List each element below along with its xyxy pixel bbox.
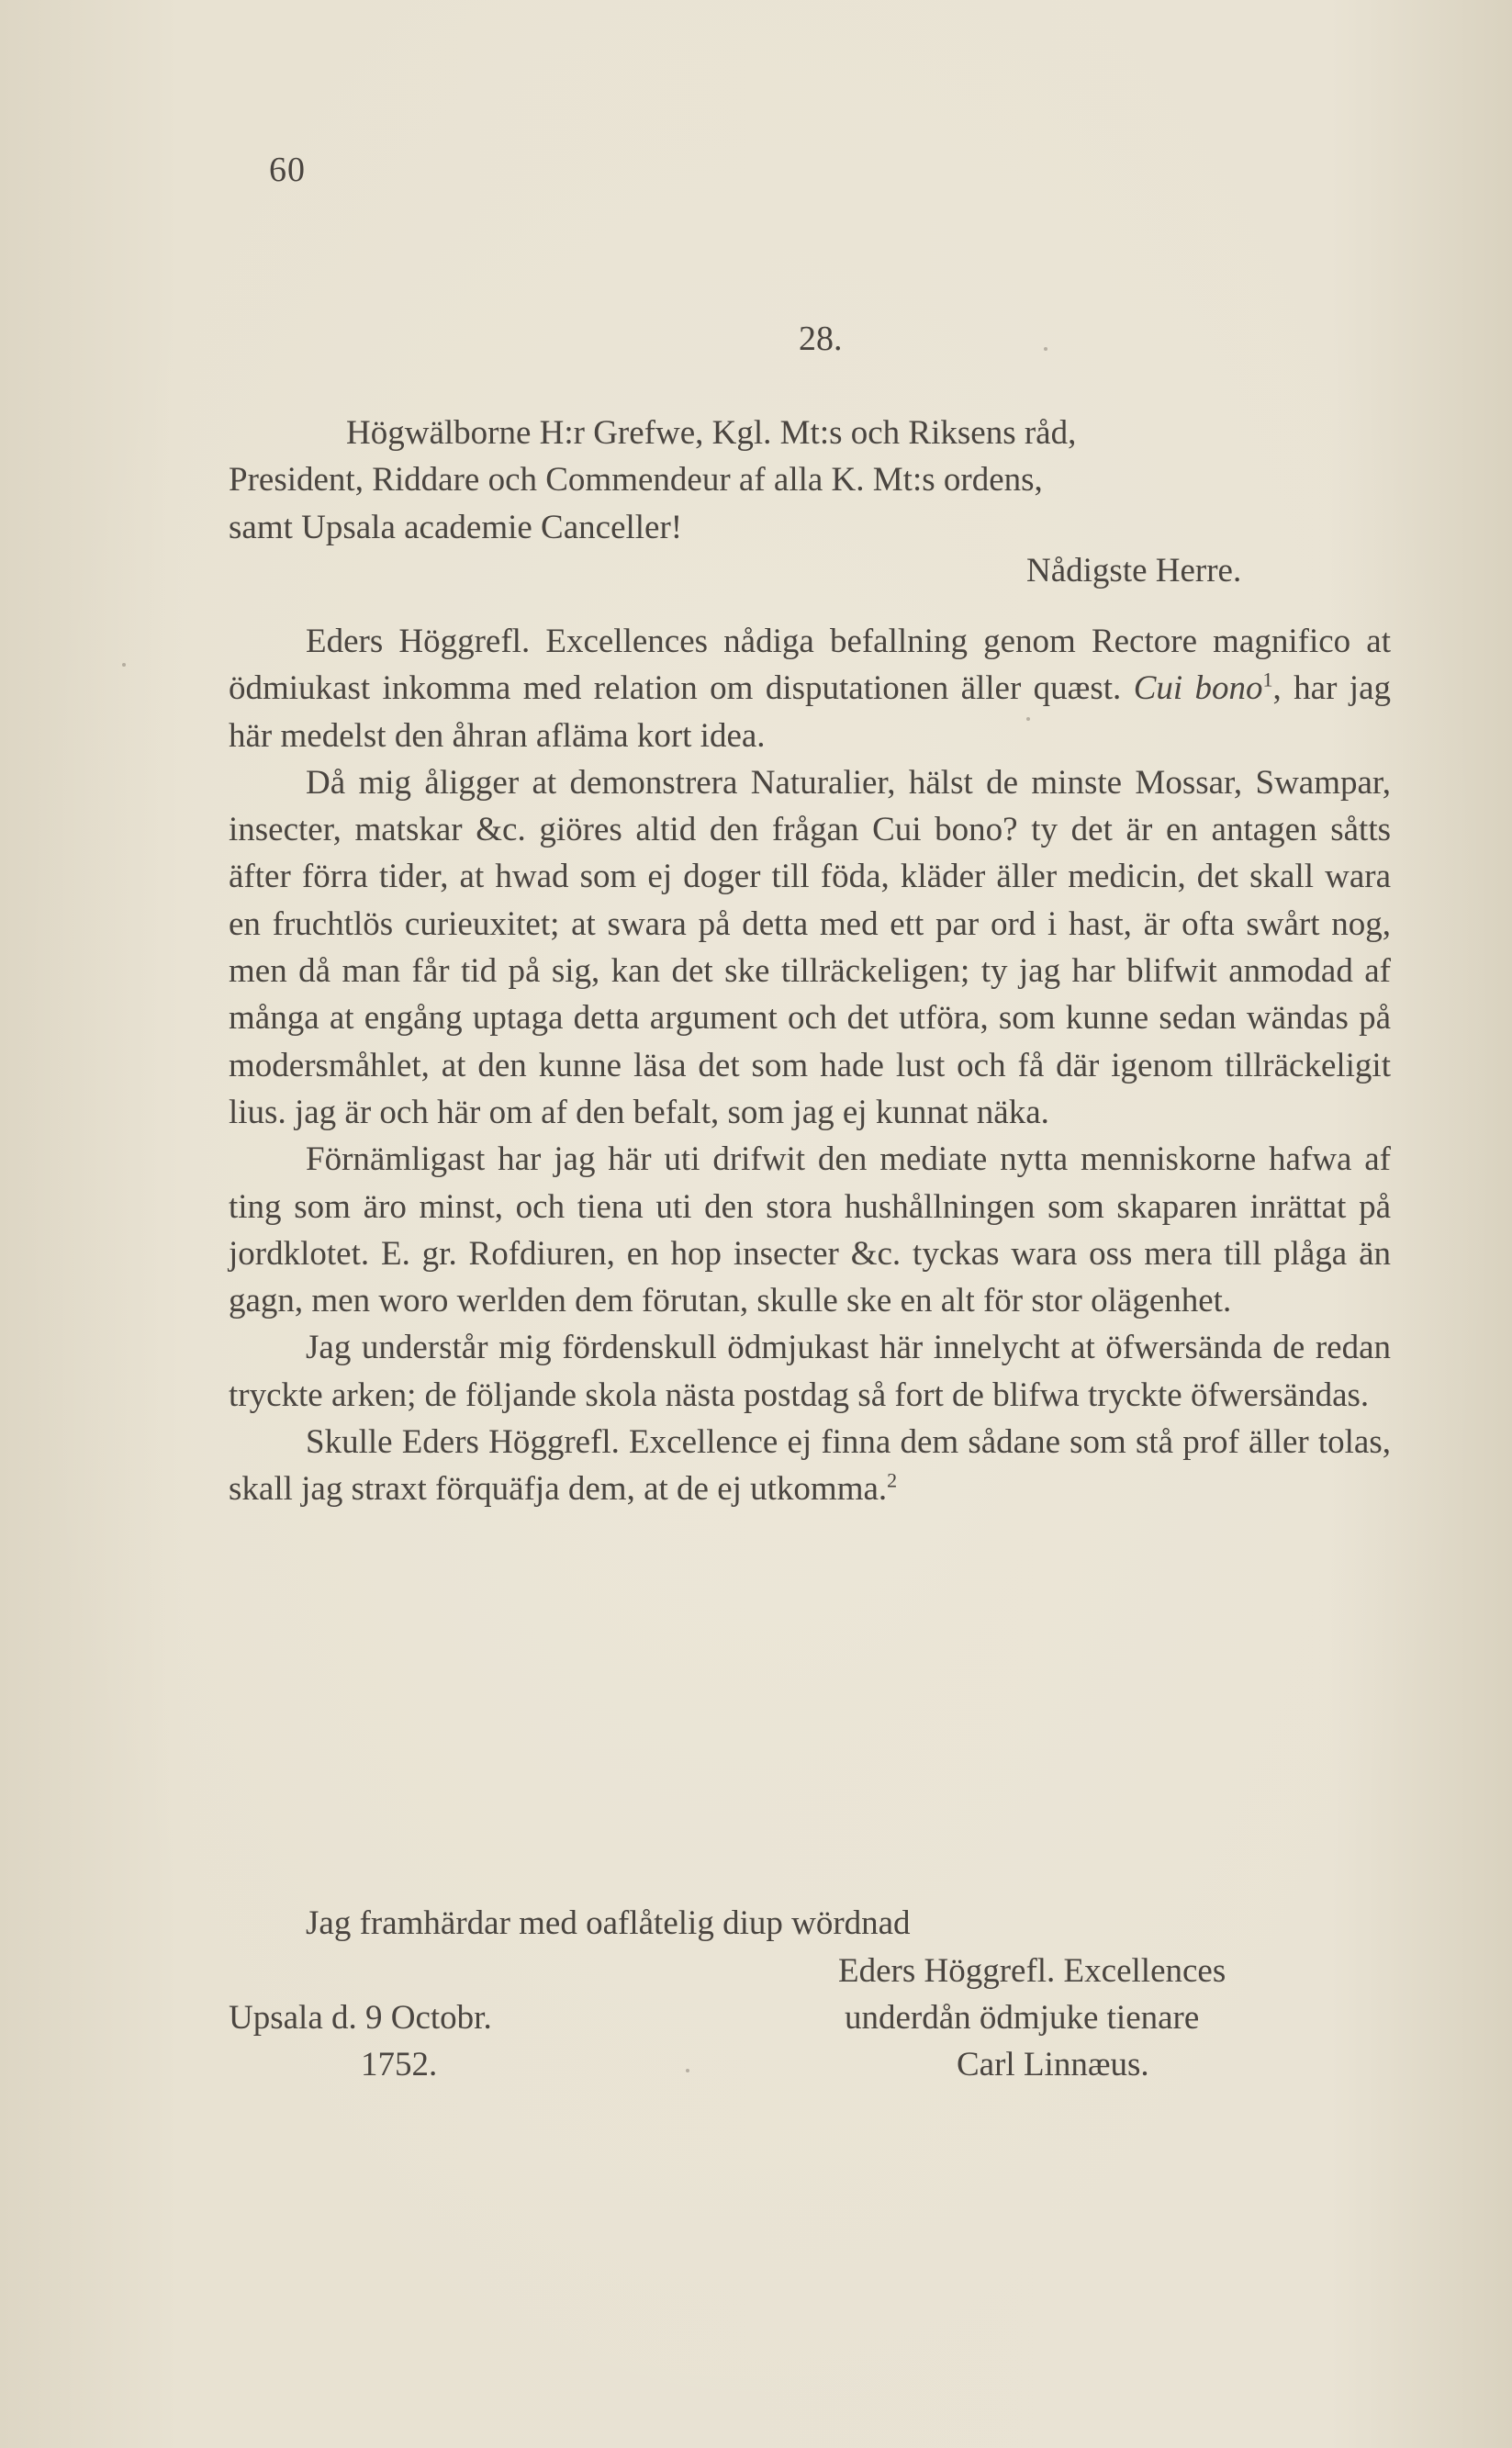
paragraph-text: , har jag här medelst den åhran afläma kort idea. xyxy=(229,669,1391,755)
paragraph: Då mig åligger at demonstrera Naturalier, hälst de minste Mossar, Swampar, insecter, matskar &c. giöres altid den frågan Cui bono? ty det är en antagen såtts äfter förra tider, at hwad som ej doger till föda, kläder äller medicin, det skall wara en fruchtlös curieuxitet; at swara på detta med ett par ord i hast, är ofta swårt nog, men då man får tid på sig, kan det ske tillräckeligen; ty jag har blifwit anmodad af många at engång uptaga detta argument och det utföra, som kunne sedan wändas på modersmåhlet, at den kunne läsa det som hade lust och få där igenom tillräckeligit lius. jag är och här om af den befalt, som jag ej kunnat näka. xyxy=(229,763,1391,1131)
address-block xyxy=(229,410,1391,551)
page-number: 60 xyxy=(269,151,306,189)
signature-line: Eders Höggrefl. Excellences xyxy=(838,1952,1226,1990)
paper-speck xyxy=(1026,717,1030,721)
paragraph xyxy=(229,618,1391,759)
signature-name: Carl Linnæus. xyxy=(957,2046,1149,2083)
paragraph-text: Eders Höggrefl. Excellences nådiga befallning genom Rectore magnifico at ödmiukast inkomma med relation om disputationen äller quæst. xyxy=(229,623,1391,708)
footnote-marker: 1 xyxy=(1262,668,1273,691)
signature-line: underdån ödmjuke tienare xyxy=(845,1999,1200,2037)
paragraph xyxy=(229,1419,1391,1513)
paragraph: Förnämligast har jag här uti drifwit den mediate nytta menniskorne hafwa af ting som äro minst, och tiena uti den stora hushållningen som skaparen inrättat på jordklotet. E. gr. Rofdiuren, en hop insecter &c. tyckas wara oss mera till plåga än gagn, men woro werlden dem förutan, skulle ske en alt för stor olägenhet. xyxy=(229,1140,1391,1320)
letter-number: 28. xyxy=(799,320,843,358)
address-line: Högwälborne H:r Grefwe, Kgl. Mt:s och Riksens råd, xyxy=(346,414,1077,452)
paper-speck xyxy=(122,663,126,667)
address-line: President, Riddare och Commendeur af alla K. Mt:s ordens, xyxy=(229,461,1043,500)
paper-speck xyxy=(1044,347,1047,351)
closing-line: Jag framhärdar med oaflåtelig diup wördnad xyxy=(306,1904,911,1942)
italic-phrase: Cui bono xyxy=(1133,669,1263,708)
letter-body xyxy=(229,618,1391,1513)
paragraph-text: Skulle Eders Höggrefl. Excellence ej finna dem sådane som stå prof äller tolas, skall jag straxt förquäfja dem, at de ej utkomma. xyxy=(229,1423,1391,1509)
place-date: Upsala d. 9 Octobr. xyxy=(229,1999,492,2037)
footnote-marker: 2 xyxy=(887,1469,898,1493)
date-year: 1752. xyxy=(361,2046,438,2083)
paragraph: Jag understår mig fördenskull ödmjukast här innelycht at öfwersända de redan tryckte arken; de följande skola nästa postdag så fort de blifwa tryckte öfwersändas. xyxy=(229,1329,1391,1414)
address-line: samt Upsala academie Canceller! xyxy=(229,508,683,546)
paper-speck xyxy=(686,2069,689,2072)
salutation: Nådigste Herre. xyxy=(1026,552,1242,590)
